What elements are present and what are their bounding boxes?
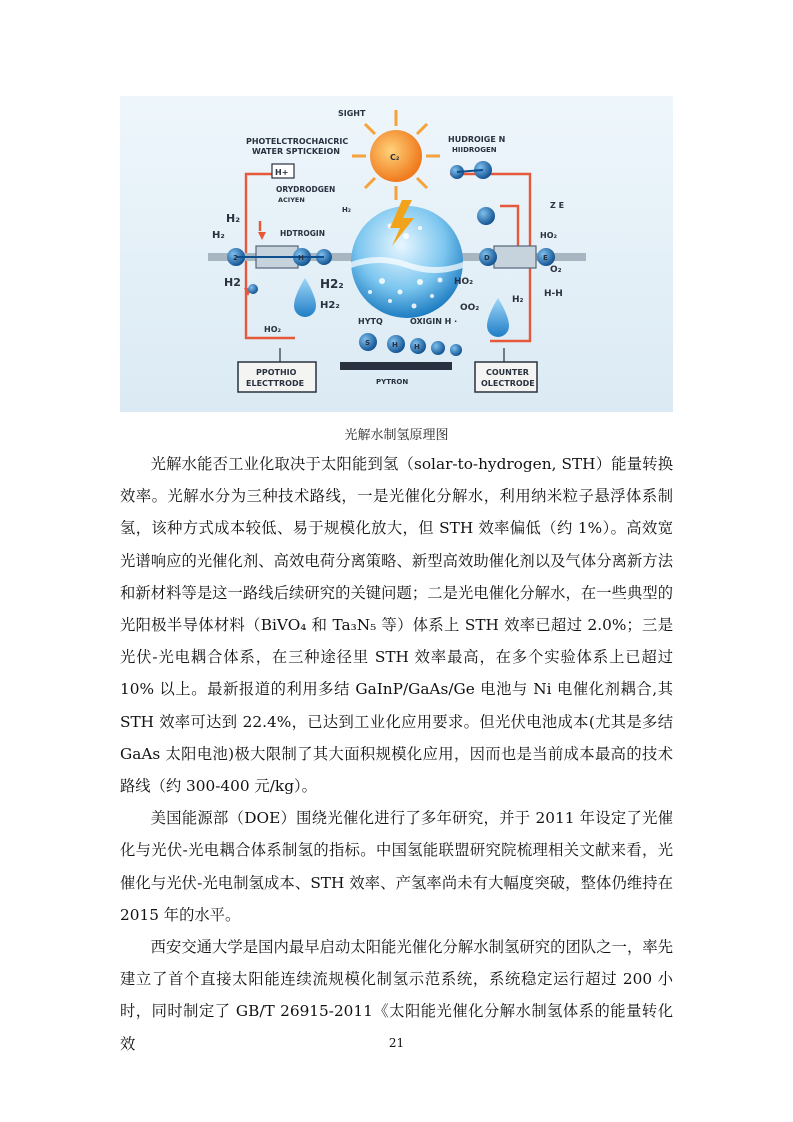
label-hydroige-2: HIIDROGEN: [452, 146, 497, 154]
label-hytq: HYTQ: [358, 317, 383, 326]
label-right-box-2: OLECTRODE: [481, 379, 535, 388]
label-banner: > NECTOCOUBROGE ENCECTTSES <: [342, 364, 442, 370]
label-circle-s: S: [365, 339, 371, 347]
label-h2-red-1: H2₂: [320, 277, 344, 291]
label-right-box-1: COUNTER: [486, 368, 529, 377]
label-ohydrogen: ORYDRODGEN: [276, 185, 336, 194]
label-pytron: PYTRON: [376, 378, 409, 386]
label-ze: Z E: [550, 201, 565, 210]
label-circle-d: D: [484, 254, 490, 262]
label-oo2: OO₂: [460, 303, 480, 313]
label-left-box-1: PPOTHIO: [256, 368, 297, 377]
label-circle-h1: H: [392, 341, 398, 349]
label-h2-b: H₂: [212, 230, 225, 241]
label-h2-a: H₂: [226, 212, 241, 225]
label-circle-h3: H: [298, 254, 304, 262]
right-valve: [494, 246, 536, 268]
label-h2-small: H₂: [342, 206, 351, 214]
label-title-left-1: PHOTELCTROCHAICRIC: [246, 137, 349, 146]
label-ociyen: ACIYEN: [278, 196, 305, 204]
body-text: [120, 448, 673, 1060]
label-hdtrogin: HDTROGIN: [280, 229, 325, 238]
figure-caption: 光解水制氢原理图: [344, 428, 449, 443]
label-sight: SIGHT: [338, 109, 366, 118]
label-circle-h2: H: [414, 343, 420, 351]
label-circle-2: 2: [233, 254, 238, 262]
paragraph-1: 光解水能否工业化取决于太阳能到氢（solar-to-hydrogen, STH）能量转换效率。光解水分为三种技术路线，一是光催化分解水，利用纳米粒子悬浮体系制氢，该种方式成本较低、易于规模化放大，但 STH 效率偏低（约 1%）。高效宽光谱响应的光催化剂、高效电荷分离策略、新型高效助催化剂以及气体分离新方法和新材料等是这一路线后续研究的关键问题；二是光电催化分解水，在一些典型的光阳极半导体材料（BiVO₄ 和 Ta₃N₅ 等）体系上 STH 效率已超过 2.0%；三是光伏-光电耦合体系，在三种途径里 STH 效率最高，在多个实验体系上已超过 10% 以上。最新报道的利用多结 GaInP/GaAs/Ge 电池与 Ni 电催化剂耦合,其 STH 效率可达到 22.4%，已达到工业化应用要求。但光伏电池成本(尤其是多结 GaAs 太阳电池)极大限制了其大面积规模化应用，因而也是当前成本最高的技术路线（约 300-400 元/kg）。: [120, 455, 673, 796]
paragraph-3: 西安交通大学是国内最早启动太阳能光催化分解水制氢研究的团队之一，率先建立了首个直接太阳能连续流规模化制氢示范系统，系统稳定运行超过 200 小时，同时制定了 GB/T 26915-2011《太阳能光催化分解水制氢体系的能量转化效: [120, 938, 673, 1053]
label-hh: H-H: [544, 289, 563, 299]
label-ho2-red: HO₂: [454, 277, 474, 287]
label-left-box-2: ELECTTRODE: [246, 379, 305, 388]
label-o2-right: O₂: [550, 265, 562, 275]
label-circle-e: E: [543, 254, 548, 262]
label-h2-red-right: H₂: [512, 295, 524, 305]
page-number: 21: [388, 1036, 405, 1050]
label-hplus: H+: [275, 168, 289, 177]
label-c2: C₂: [390, 153, 400, 162]
label-ho2-right: HO₂: [540, 231, 557, 240]
label-h2-c: H2: [224, 276, 241, 289]
diagram-svg: [120, 96, 673, 412]
photoelectrochemical-water-splitting-diagram: [120, 96, 673, 412]
paragraph-2: 美国能源部（DOE）围绕光催化进行了多年研究，并于 2011 年设定了光催化与光伏-光电耦合体系制氢的指标。中国氢能联盟研究院梳理相关文献来看，光催化与光伏-光电制氢成本、STH 效率、产氢率尚未有大幅度突破，整体仍维持在 2015 年的水平。: [120, 809, 673, 924]
label-title-left-2: WATER SPTICKEION: [252, 147, 340, 156]
label-h2-red-2: H2₂: [320, 300, 340, 311]
label-oxigin: OXIGIN H ·: [410, 317, 458, 326]
label-hydroige-1: HUDROIGE N: [448, 135, 506, 144]
label-ho2-left: HO₂: [264, 325, 281, 334]
